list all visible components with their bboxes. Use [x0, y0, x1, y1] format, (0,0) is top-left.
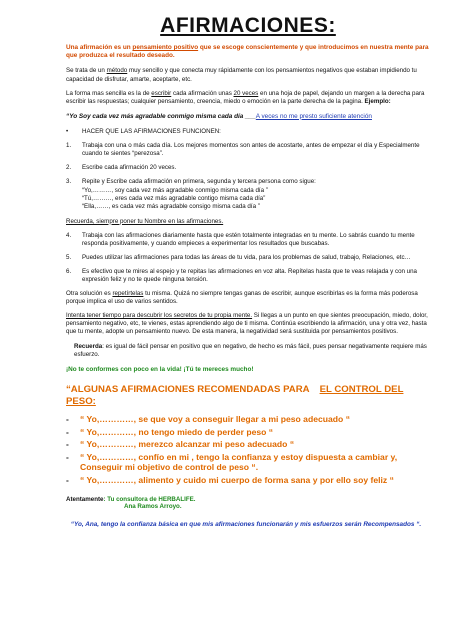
form-text-2: cada afirmación unas — [171, 89, 234, 97]
list-item — [66, 475, 430, 486]
step-number: 3. — [66, 178, 72, 186]
list-item — [66, 254, 430, 262]
bullet-icon: • — [66, 127, 69, 135]
steps-list-a — [66, 142, 430, 212]
closing-affirmation: “Yo, Ana, tengo la confianza básica en que mis afirmaciones funcionarán y mis esfuerzos serán Recompensados “. — [70, 520, 422, 528]
intro-link[interactable]: pensamiento positivo — [132, 44, 199, 51]
recuerda-text: : es igual de fácil pensar en positivo que en negativo, de hecho es más fácil, pues pensar negativamente requiere más esfuerzo. — [74, 342, 427, 358]
method-text: Se trata de un — [66, 67, 107, 75]
affirmation-text: “ Yo,…………, confío en mi , tengo la confianza y estoy dispuesta a cambiar y, Conseguir mi objetivo de control de peso “. — [80, 451, 398, 473]
step3-line: “Ella,……, es cada vez más agradable consigo misma cada día ” — [82, 203, 260, 211]
other-solution-text: Otra solución es — [66, 290, 113, 298]
dash-bullet: - — [66, 474, 69, 485]
list-item — [66, 178, 430, 186]
example-quote: “Yo Soy cada vez más agradable conmigo misma cada día ___ — [66, 112, 256, 120]
step-text: Escribe cada afirmación 20 veces. — [82, 164, 177, 172]
motto-line: ¡No te conformes con poco en la vida! ¡Tú te mereces mucho! — [66, 365, 254, 373]
intro-text: Una afirmación es un — [66, 44, 133, 51]
example-answer: A veces no me presto suficiente atención — [255, 112, 372, 120]
other-solution-paragraph — [66, 290, 430, 306]
list-item — [66, 414, 430, 425]
page-title: AFIRMACIONES: — [160, 14, 336, 37]
other-solution-link[interactable]: repetírtelas — [112, 290, 144, 298]
dash-bullet: - — [66, 426, 69, 437]
steps-list-b — [66, 232, 430, 284]
list-item — [66, 232, 430, 248]
signature-block — [66, 496, 430, 511]
recuerda-label: Recuerda — [74, 342, 103, 350]
reminder-line: Recuerda, siempre poner tu Nombre en las afirmaciones. — [66, 217, 224, 225]
other-solution-text-end: tu misma. Quizá no siempre tengas ganas de escribir, aunque escribirlas es la forma más poderosa porque implica el uso de varios sentidos. — [66, 290, 418, 306]
list-item — [66, 427, 430, 438]
step-number: 1. — [66, 141, 72, 149]
section-heading-text: “ALGUNAS AFIRMACIONES RECOMENDADAS PARA — [66, 383, 310, 395]
intenta-paragraph — [66, 312, 430, 336]
step-text: Trabaja con las afirmaciones diariamente hasta que estén totalmente integradas en tu mente. Lo sabrás cuando tu mente responda positivamente, y cuando empieces a experimentar los resultados que buscabas. — [82, 231, 415, 247]
step3-line: “Tú,………, eres cada vez más agradable contigo misma cada día” — [82, 195, 266, 203]
method-link[interactable]: método — [106, 67, 128, 75]
affirmation-text: “ Yo,…………, no tengo miedo de perder peso “ — [80, 426, 274, 437]
step-number: 5. — [66, 253, 72, 261]
step-number: 4. — [66, 231, 72, 239]
intro-text-end: que se escoge conscientemente y que introducimos en nuestra mente para que produzca el resultado deseado. — [66, 44, 429, 60]
list-item — [66, 439, 430, 450]
step-text: Repite y Escribe cada afirmación en primera, segunda y tercera persona como sigue: — [82, 178, 316, 186]
form-text-3: en una hoja de papel, dejando un margen a la derecha para escribir las respuestas; cualquier pensamiento, creencia, miedo o emoción en la parte derecha de la pagina. — [66, 89, 425, 105]
list-item — [66, 452, 430, 473]
list-item — [66, 164, 430, 172]
section-heading-underlined: EL CONTROL DEL PESO: — [66, 383, 404, 407]
signature-line-1: : Tu consultora de HERBALIFE. — [103, 495, 196, 503]
step3-examples — [66, 187, 430, 211]
recuerda-paragraph — [66, 343, 430, 359]
step-number: 6. — [66, 267, 72, 275]
step3-line: “Yo,………, soy cada vez más agradable conmigo misma cada día ” — [82, 187, 268, 195]
step-text: Puedes utilizar las afirmaciones para todas las áreas de tu vida, para los problemas de salud, trabajo, Relaciones, etc… — [82, 253, 411, 261]
weight-affirmations-list — [66, 414, 430, 486]
method-text-end: muy sencillo y que conecta muy rápidamente con los pensamientos negativos que estaban impidiendo tu capacidad de disfrutar, amarte, aceptarte, etc. — [66, 67, 417, 83]
step-number: 2. — [66, 164, 72, 172]
intenta-text: Si llegas a un punto en que sientes preocupación, miedo, dolor, pensamiento negativo, etc, te vienes, estas aprendiendo algo de ti misma. Continúa escribiendo la afirmación, una y otra vez, hasta que tu mente, adopte un pensamiento nuevo. De esta manera, la negatividad será sustituida por pensamientos positivos. — [66, 312, 428, 336]
intro-paragraph — [66, 44, 430, 60]
dash-bullet: - — [66, 413, 69, 424]
bullet-heading-text: HACER QUE LAS AFIRMACIONES FUNCIONEN: — [82, 127, 221, 135]
form-underline-count: 20 veces — [233, 89, 259, 97]
affirmation-text: “ Yo,…………, se que voy a conseguir llegar a mi peso adecuado “ — [80, 413, 350, 424]
signature-label: Atentamente — [66, 495, 104, 503]
form-underline-write: escribir — [151, 89, 172, 97]
step-text: Es efectivo que te mires al espejo y te repitas las afirmaciones en voz alta. Repítelas hasta que te veas relajada y con una expresión feliz y no te quede ninguna tensión. — [82, 267, 417, 283]
form-paragraph — [66, 90, 430, 106]
dash-bullet: - — [66, 451, 69, 462]
affirmation-text: “ Yo,…………, merezco alcanzar mi peso adecuado “ — [80, 439, 295, 450]
method-paragraph — [66, 67, 430, 83]
form-example-label: Ejemplo: — [364, 97, 391, 105]
dash-bullet: - — [66, 439, 69, 450]
bullet-heading — [66, 128, 430, 136]
step-text: Trabaja con una o más cada día. Los mejores momentos son antes de acostarte, antes de empezar el día y Especialmente cuando te sientes “perezosa”. — [82, 141, 420, 157]
intenta-link[interactable]: Intenta tener tiempo para descubrir los secretos de tu propia mente. — [66, 312, 253, 320]
example-line — [66, 112, 430, 121]
list-item — [66, 268, 430, 284]
list-item — [66, 142, 430, 158]
section-heading — [66, 384, 430, 408]
form-text-1: La forma mas sencilla es la de — [66, 89, 152, 97]
affirmation-text: “ Yo,…………, alimento y cuido mi cuerpo de forma sana y por ello soy feliz “ — [80, 474, 394, 485]
signature-line-2: Ana Ramos Arroyo. — [124, 503, 182, 511]
